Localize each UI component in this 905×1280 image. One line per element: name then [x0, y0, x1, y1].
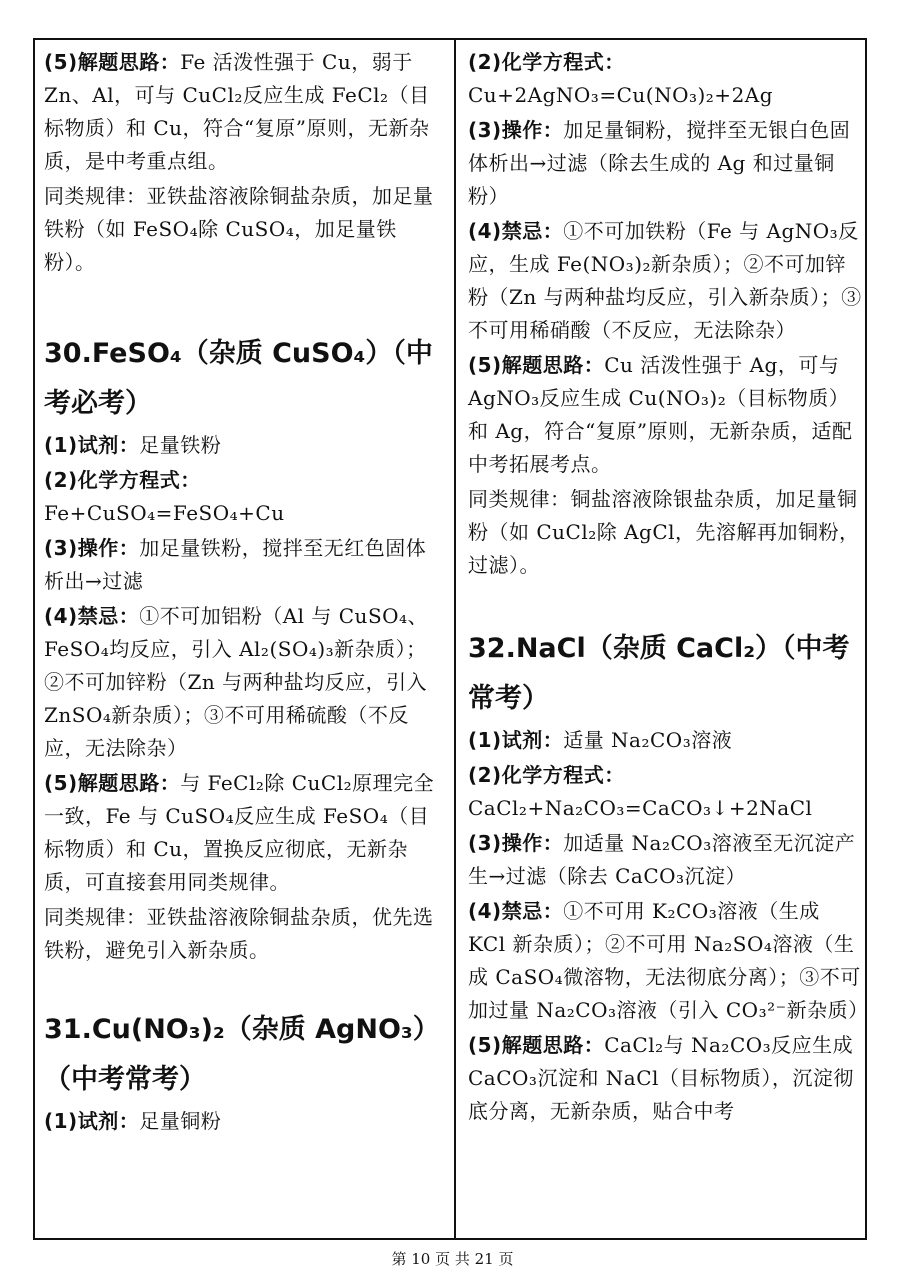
step-text: Cu+2AgNO₃=Cu(NO₃)₂+2Ag [468, 83, 774, 107]
s31-step3 [468, 114, 864, 213]
step-label: (3)操作： [468, 118, 564, 142]
step-text: CaCl₂与 Na₂CO₃反应生成 CaCO₃沉淀和 NaCl（目标物质），沉淀彻底分离，无新杂质，贴合中考 [468, 1033, 854, 1123]
page-number: 第 10 页 共 21 页 [391, 1250, 514, 1268]
section-31-title: 31.Cu(NO₃)₂（杂质 AgNO₃）（中考常考） [44, 1014, 427, 1095]
step-text: 适量 Na₂CO₃溶液 [563, 728, 733, 752]
s29-step5 [44, 46, 438, 178]
s31-step2 [468, 46, 864, 112]
step-label: (5)解题思路： [468, 353, 605, 377]
step-text: ①不可用 K₂CO₃溶液（生成 KCl 新杂质）；②不可用 Na₂SO₄溶液（生成 CaSO₄微溶物，无法彻底分离）；③不可加过量 Na₂CO₃溶液（引入 CO₃²⁻新杂质） [468, 899, 869, 1022]
step-label: (3)操作： [44, 536, 140, 560]
right-column [468, 46, 869, 1130]
step-label: (1)试剂： [468, 728, 564, 752]
step-text: Fe 活泼性强于 Cu，弱于 Zn、Al，可与 CuCl₂反应生成 FeCl₂（目标物质）和 Cu，符合“复原”原则，无新杂质，是中考重点组。 [44, 50, 430, 173]
s31-step5 [468, 349, 864, 481]
step-label: (2)化学方程式： [44, 468, 201, 492]
step-text: ①不可加铝粉（Al 与 CuSO₄、FeSO₄均反应，引入 Al₂(SO₄)₃新杂质）；②不可加锌粉（Zn 与两种盐均反应，引入 ZnSO₄新杂质）；③不可用稀硫酸（不反应，无法除杂） [44, 604, 429, 760]
step-label: (2)化学方程式： [468, 50, 625, 74]
s31-step4 [468, 215, 864, 347]
step-text: Fe+CuSO₄=FeSO₄+Cu [44, 501, 285, 525]
step-label: (4)禁忌： [468, 219, 564, 243]
step-text: 加适量 Na₂CO₃溶液至无沉淀产生→过滤（除去 CaCO₃沉淀） [468, 831, 856, 888]
s29-rule: 同类规律：亚铁盐溶液除铜盐杂质，加足量铁粉（如 FeSO₄除 CuSO₄，加足量铁粉）。 [44, 184, 434, 274]
step-label: (2)化学方程式： [468, 763, 625, 787]
s30-step4 [44, 600, 438, 765]
s30-step5 [44, 767, 438, 899]
section-30-title: 30.FeSO₄（杂质 CuSO₄）（中考必考） [44, 338, 433, 419]
s31-rule: 同类规律：铜盐溶液除银盐杂质，加足量铜粉（如 CuCl₂除 AgCl，先溶解再加铜粉，过滤）。 [468, 487, 860, 577]
step-text: 足量铜粉 [139, 1109, 222, 1133]
step-label: (5)解题思路： [468, 1033, 605, 1057]
step-text: CaCl₂+Na₂CO₃=CaCO₃↓+2NaCl [468, 796, 813, 820]
step-text: 加足量铜粉，搅拌至无银白色固体析出→过滤（除去生成的 Ag 和过量铜粉） [468, 118, 851, 208]
step-label: (4)禁忌： [468, 899, 564, 923]
s32-step2 [468, 759, 864, 825]
step-label: (5)解题思路： [44, 50, 181, 74]
s32-step4 [468, 895, 869, 1027]
column-divider [454, 38, 456, 1240]
step-label: (3)操作： [468, 831, 564, 855]
step-text: 加足量铁粉，搅拌至无红色固体析出→过滤 [44, 536, 427, 593]
left-column [44, 46, 438, 1140]
step-text: ①不可加铁粉（Fe 与 AgNO₃反应，生成 Fe(NO₃)₂新杂质）；②不可加锌粉（Zn 与两种盐均反应，引入新杂质）；③不可用稀硝酸（不反应，无法除杂） [468, 219, 862, 342]
step-text: 与 FeCl₂除 CuCl₂原理完全一致，Fe 与 CuSO₄反应生成 FeSO₄（目标物质）和 Cu，置换反应彻底，无新杂质，可直接套用同类规律。 [44, 771, 435, 894]
s30-step2 [44, 464, 438, 530]
step-label: (5)解题思路： [44, 771, 181, 795]
s32-step3 [468, 827, 864, 893]
step-text: Cu 活泼性强于 Ag，可与 AgNO₃反应生成 Cu(NO₃)₂（目标物质）和 Ag，符合“复原”原则，无新杂质，适配中考拓展考点。 [468, 353, 853, 476]
s31-step1 [44, 1105, 438, 1138]
step-text: 足量铁粉 [139, 433, 222, 457]
s32-step5 [468, 1029, 864, 1128]
step-label: (4)禁忌： [44, 604, 140, 628]
s30-rule: 同类规律：亚铁盐溶液除铜盐杂质，优先选铁粉，避免引入新杂质。 [44, 905, 434, 962]
section-32-title: 32.NaCl（杂质 CaCl₂）（中考常考） [468, 633, 850, 714]
s30-step1 [44, 429, 438, 462]
s32-step1 [468, 724, 864, 757]
step-label: (1)试剂： [44, 433, 140, 457]
step-label: (1)试剂： [44, 1109, 140, 1133]
s30-step3 [44, 532, 438, 598]
